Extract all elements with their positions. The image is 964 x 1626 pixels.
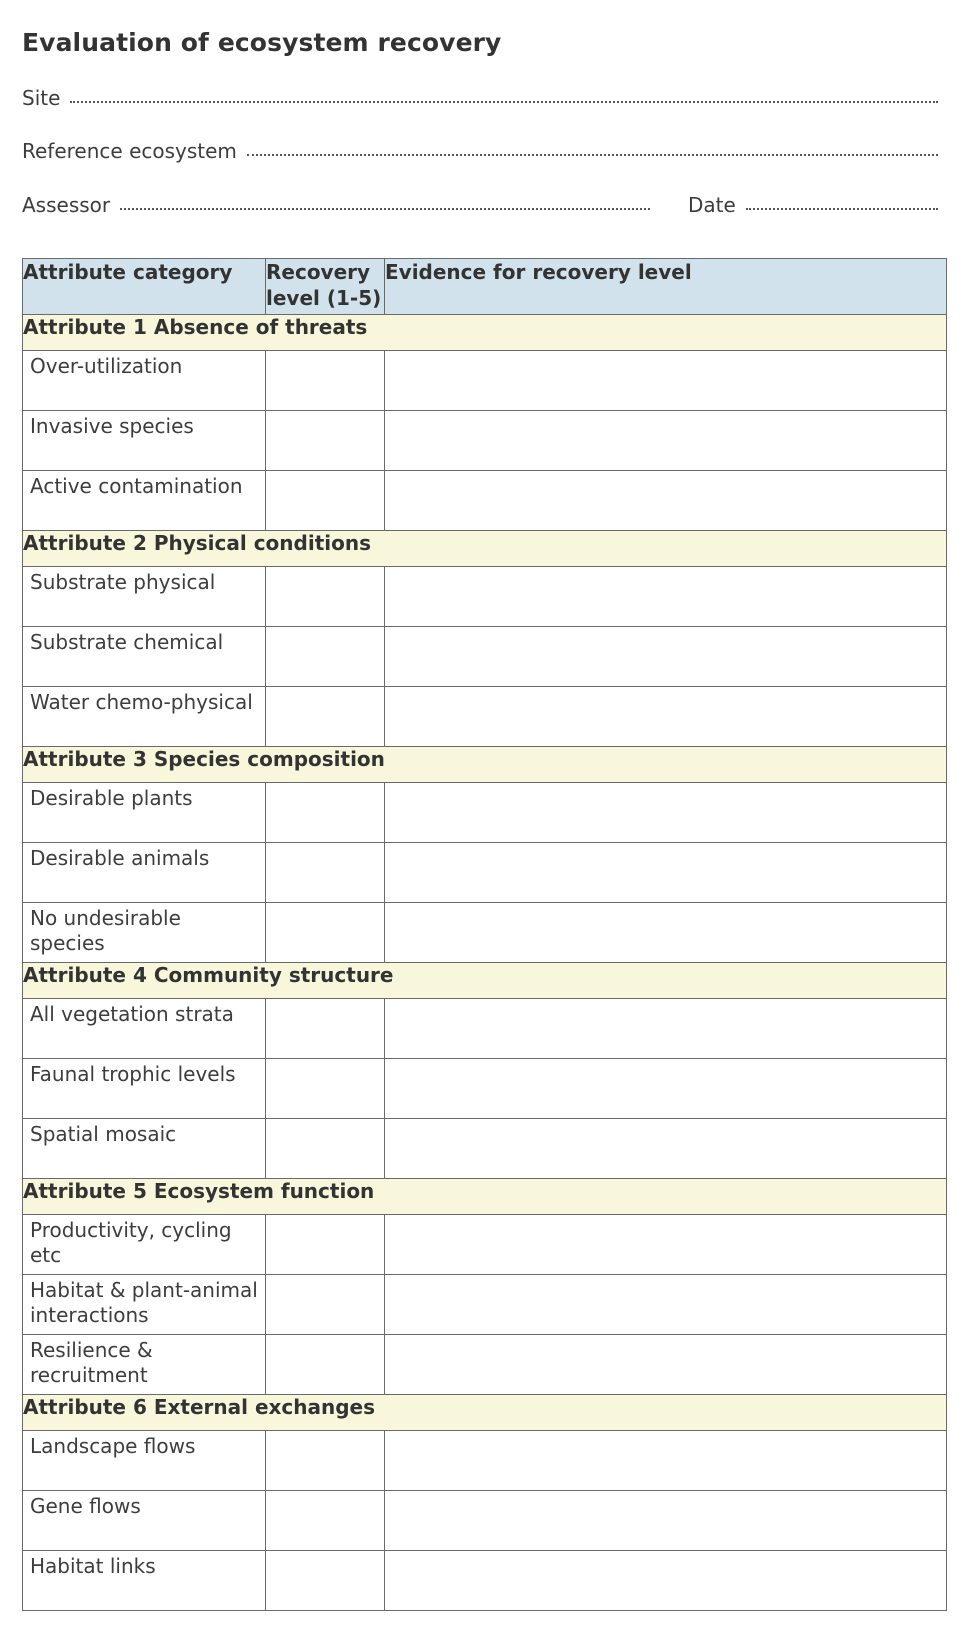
attribute-item-name: Gene flows <box>23 1491 266 1551</box>
recovery-level-cell[interactable] <box>266 1275 385 1335</box>
date-label: Date <box>688 193 736 217</box>
evidence-cell[interactable] <box>385 1059 947 1119</box>
attribute-item-name: Habitat links <box>23 1551 266 1611</box>
recovery-level-cell[interactable] <box>266 999 385 1059</box>
evidence-cell[interactable] <box>385 1215 947 1275</box>
table-row <box>23 567 947 627</box>
table-row <box>23 1491 947 1551</box>
table-row <box>23 903 947 963</box>
recovery-level-cell[interactable] <box>266 783 385 843</box>
evaluation-table <box>22 258 947 1611</box>
attribute-section-title: Attribute 4 Community structure <box>23 963 947 999</box>
table-row <box>23 687 947 747</box>
evidence-cell[interactable] <box>385 783 947 843</box>
evidence-cell[interactable] <box>385 1275 947 1335</box>
recovery-level-cell[interactable] <box>266 351 385 411</box>
attribute-item-name: All vegetation strata <box>23 999 266 1059</box>
attribute-section-title: Attribute 1 Absence of threats <box>23 315 947 351</box>
site-label: Site <box>22 86 61 110</box>
evidence-cell[interactable] <box>385 411 947 471</box>
date-dotted-line <box>746 207 938 210</box>
attribute-item-name: Desirable plants <box>23 783 266 843</box>
recovery-level-cell[interactable] <box>266 411 385 471</box>
table-row <box>23 783 947 843</box>
table-row <box>23 411 947 471</box>
attribute-item-name: Faunal trophic levels <box>23 1059 266 1119</box>
recovery-level-cell[interactable] <box>266 843 385 903</box>
evidence-cell[interactable] <box>385 471 947 531</box>
recovery-level-cell[interactable] <box>266 1335 385 1395</box>
attribute-section-row <box>23 1179 947 1215</box>
attribute-item-name: Habitat & plant-animal interactions <box>23 1275 266 1335</box>
header-evidence: Evidence for recovery level <box>385 259 947 315</box>
attribute-item-name: Invasive species <box>23 411 266 471</box>
reference-ecosystem-label: Reference ecosystem <box>22 139 237 163</box>
attribute-item-name: Desirable animals <box>23 843 266 903</box>
attribute-section-row <box>23 315 947 351</box>
recovery-level-cell[interactable] <box>266 903 385 963</box>
recovery-level-cell[interactable] <box>266 1119 385 1179</box>
table-row <box>23 1275 947 1335</box>
table-row <box>23 1059 947 1119</box>
table-row <box>23 1431 947 1491</box>
table-row <box>23 471 947 531</box>
attribute-item-name: Productivity, cycling etc <box>23 1215 266 1275</box>
table-row <box>23 999 947 1059</box>
evidence-cell[interactable] <box>385 1551 947 1611</box>
reference-ecosystem-field[interactable] <box>22 139 938 163</box>
header-attribute-category: Attribute category <box>23 259 266 315</box>
table-row <box>23 1215 947 1275</box>
assessor-field[interactable] <box>22 193 650 217</box>
assessor-label: Assessor <box>22 193 111 217</box>
attribute-section-title: Attribute 6 External exchanges <box>23 1395 947 1431</box>
attribute-section-title: Attribute 2 Physical conditions <box>23 531 947 567</box>
recovery-level-cell[interactable] <box>266 567 385 627</box>
assessor-dotted-line <box>120 207 650 210</box>
date-field[interactable] <box>688 193 938 217</box>
recovery-level-cell[interactable] <box>266 1491 385 1551</box>
evidence-cell[interactable] <box>385 903 947 963</box>
attribute-section-title: Attribute 3 Species composition <box>23 747 947 783</box>
site-dotted-line <box>70 100 938 103</box>
recovery-level-cell[interactable] <box>266 1431 385 1491</box>
table-row <box>23 1119 947 1179</box>
attribute-item-name: Substrate physical <box>23 567 266 627</box>
attribute-item-name: Resilience & recruitment <box>23 1335 266 1395</box>
site-field[interactable] <box>22 86 938 110</box>
table-header-row <box>23 259 947 315</box>
attribute-section-row <box>23 963 947 999</box>
recovery-level-cell[interactable] <box>266 627 385 687</box>
table-row <box>23 1551 947 1611</box>
attribute-item-name: Substrate chemical <box>23 627 266 687</box>
evidence-cell[interactable] <box>385 627 947 687</box>
evidence-cell[interactable] <box>385 1431 947 1491</box>
evidence-cell[interactable] <box>385 1491 947 1551</box>
evidence-cell[interactable] <box>385 567 947 627</box>
header-recovery-level: Recovery level (1-5) <box>266 259 385 315</box>
recovery-level-cell[interactable] <box>266 687 385 747</box>
table-row <box>23 351 947 411</box>
recovery-level-cell[interactable] <box>266 1059 385 1119</box>
evidence-cell[interactable] <box>385 687 947 747</box>
evidence-cell[interactable] <box>385 999 947 1059</box>
page-title: Evaluation of ecosystem recovery <box>22 28 502 57</box>
evidence-cell[interactable] <box>385 843 947 903</box>
recovery-level-cell[interactable] <box>266 471 385 531</box>
table-row <box>23 843 947 903</box>
attribute-item-name: No undesirable species <box>23 903 266 963</box>
recovery-level-cell[interactable] <box>266 1551 385 1611</box>
attribute-section-row <box>23 1395 947 1431</box>
evidence-cell[interactable] <box>385 1119 947 1179</box>
recovery-level-cell[interactable] <box>266 1215 385 1275</box>
attribute-item-name: Water chemo-physical <box>23 687 266 747</box>
attribute-item-name: Landscape flows <box>23 1431 266 1491</box>
attribute-item-name: Over-utilization <box>23 351 266 411</box>
table-row <box>23 627 947 687</box>
attribute-item-name: Active contamination <box>23 471 266 531</box>
evidence-cell[interactable] <box>385 351 947 411</box>
table-row <box>23 1335 947 1395</box>
attribute-section-row <box>23 531 947 567</box>
attribute-section-title: Attribute 5 Ecosystem function <box>23 1179 947 1215</box>
evidence-cell[interactable] <box>385 1335 947 1395</box>
reference-ecosystem-dotted-line <box>247 153 938 156</box>
attribute-section-row <box>23 747 947 783</box>
attribute-item-name: Spatial mosaic <box>23 1119 266 1179</box>
